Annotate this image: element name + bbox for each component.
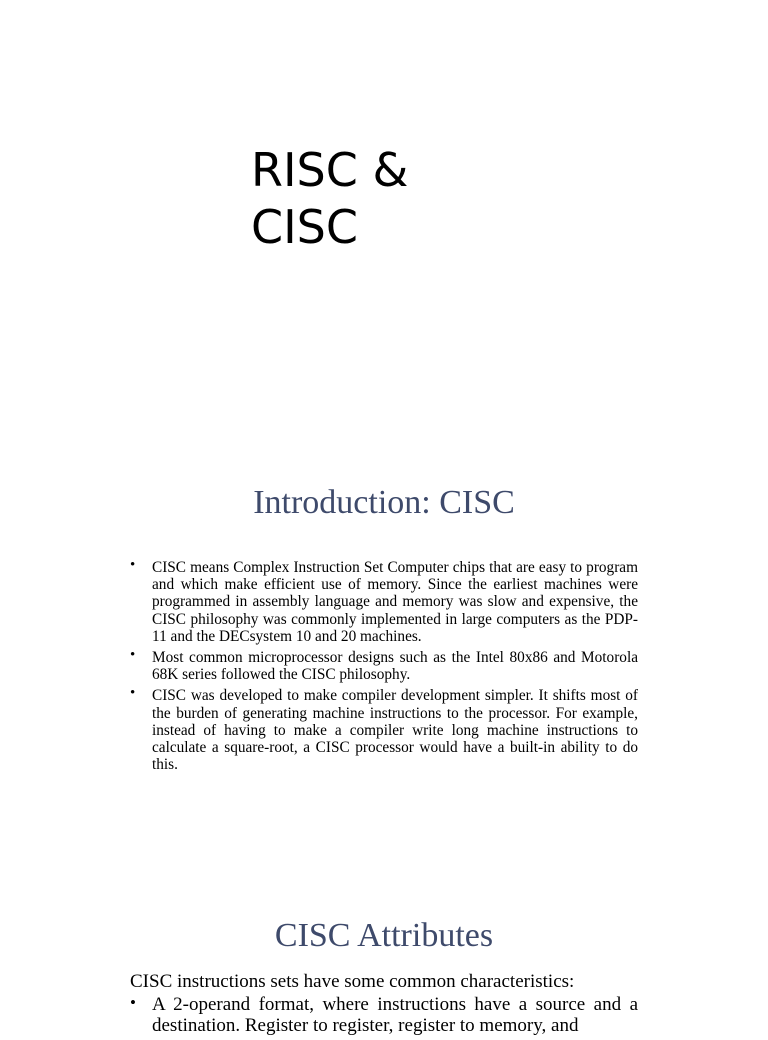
list-item [130, 649, 638, 683]
slide-title [251, 142, 511, 256]
bullet-text: CISC means Complex Instruction Set Computer chips that are easy to program and which make efficient use of memory. Since the earliest machines were programmed in assembly language and memory was slow and expensive, the CISC philosophy was commonly implemented in large computers as the PDP-11 and the DECsystem 10 and 20 machines. [152, 559, 638, 645]
slide-title-line-2: CISC [251, 200, 359, 254]
intro-bullet-list [130, 559, 638, 777]
bullet-icon: • [130, 557, 136, 573]
attributes-intro-text: CISC instructions sets have some common characteristics: [130, 971, 575, 992]
list-item [130, 687, 638, 773]
bullet-icon: • [130, 993, 136, 1012]
attributes-heading: CISC Attributes [274, 917, 494, 954]
list-item [130, 994, 638, 1036]
intro-heading: Introduction: CISC [253, 484, 515, 521]
bullet-text: CISC was developed to make compiler development simpler. It shifts most of the burden of generating machine instructions to the processor. For example, instead of having to make a compiler write long machine instructions to calculate a square-root, a CISC processor would have a built-in ability to do this. [152, 687, 638, 774]
slide-title-line-1: RISC & [251, 143, 409, 197]
bullet-icon: • [130, 685, 136, 702]
bullet-text: A 2-operand format, where instructions have a source and a destination. Register to register, register to memory, and [152, 994, 638, 1036]
list-item [130, 559, 638, 645]
bullet-icon: • [130, 647, 136, 664]
bullet-text: Most common microprocessor designs such as the Intel 80x86 and Motorola 68K series followed the CISC philosophy. [152, 649, 638, 684]
attributes-bullet-list [130, 994, 638, 1040]
